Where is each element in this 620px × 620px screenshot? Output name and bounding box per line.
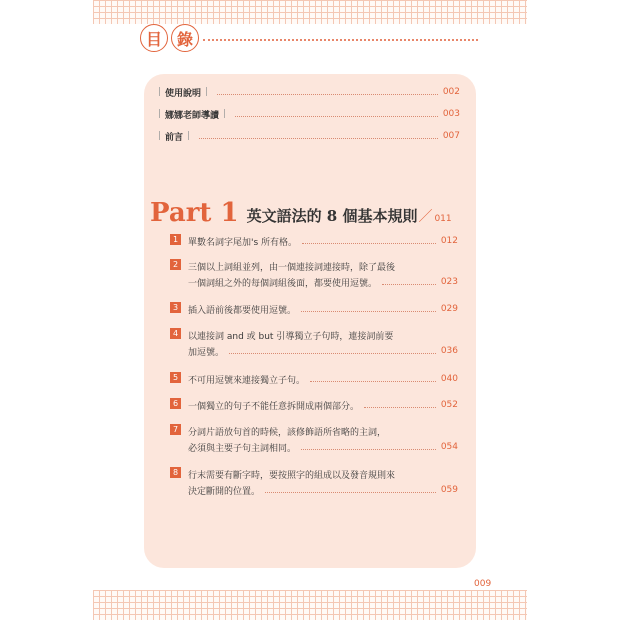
part-title: 英文語法的 8 個基本規則 <box>246 207 418 225</box>
toc-entry-label: 娜娜老師導讀 <box>165 110 220 121</box>
part-label: Part 1 <box>150 198 239 228</box>
item-number-badge: 6 <box>170 398 181 409</box>
toc-item[interactable] <box>170 372 458 386</box>
item-page: 059 <box>440 485 458 495</box>
title-dotted-rule <box>203 39 478 41</box>
part-slash: ／ <box>418 209 433 225</box>
toc-entry[interactable]: | 娜娜老師導讀 | 003 <box>158 109 460 121</box>
title-char: 目 <box>140 24 168 52</box>
page-number: 009 <box>474 579 492 589</box>
item-number-badge: 2 <box>170 259 181 270</box>
item-text: 加逗號。 <box>188 347 225 358</box>
item-page: 052 <box>440 400 458 410</box>
item-number-badge: 8 <box>170 467 181 478</box>
item-text: 三個以上詞組並列，由一個連接詞連接時，除了最後 <box>188 262 396 273</box>
item-page: 054 <box>440 442 458 452</box>
item-page: 029 <box>440 304 458 314</box>
toc-item[interactable] <box>170 234 458 248</box>
toc-item[interactable] <box>170 424 458 454</box>
toc-entry[interactable]: | 前言 | 007 <box>158 131 460 143</box>
leader-dots <box>302 243 436 244</box>
toc-item[interactable] <box>170 328 458 358</box>
item-page: 012 <box>440 236 458 246</box>
item-number-badge: 1 <box>170 234 181 245</box>
item-page: 036 <box>440 346 458 356</box>
toc-item[interactable] <box>170 467 458 497</box>
leader-dots <box>217 94 438 95</box>
part-page: 011 <box>434 214 452 224</box>
leader-dots <box>229 353 436 354</box>
item-text: 分詞片語放句首的時候，該修飾語所省略的主詞， <box>188 427 387 438</box>
item-text: 插入語前後都要使用逗號。 <box>188 305 297 316</box>
item-text: 不可用逗號來連接獨立子句。 <box>188 375 306 386</box>
toc-entry-label: 使用說明 <box>165 88 202 99</box>
item-text: 單數名詞字尾加's 所有格。 <box>188 237 298 248</box>
grid-decoration-bottom <box>93 590 527 620</box>
toc-entry-page: 002 <box>442 87 460 97</box>
item-text: 一個詞組之外的每個詞組後面，都要使用逗號。 <box>188 278 378 289</box>
leader-dots <box>382 284 436 285</box>
grid-decoration-top <box>93 0 527 24</box>
item-text: 行末需要有斷字時，要按照字的組成以及發音規則來 <box>188 470 396 481</box>
toc-item[interactable] <box>170 398 458 412</box>
item-number-badge: 5 <box>170 372 181 383</box>
leader-dots <box>310 381 436 382</box>
leader-dots <box>364 407 436 408</box>
item-text: 必須與主要子句主詞相同。 <box>188 443 297 454</box>
leader-dots <box>301 449 436 450</box>
toc-entry-label: 前言 <box>165 132 184 143</box>
item-text: 決定斷開的位置。 <box>188 486 261 497</box>
leader-dots <box>199 138 438 139</box>
item-text: 一個獨立的句子不能任意拆開成兩個部分。 <box>188 401 360 412</box>
leader-dots <box>301 311 436 312</box>
item-text: 以連接詞 and 或 but 引導獨立子句時，連接詞前要 <box>188 331 394 342</box>
toc-entry-page: 007 <box>442 131 460 141</box>
item-number-badge: 7 <box>170 424 181 435</box>
toc-item[interactable] <box>170 302 458 316</box>
title-char: 錄 <box>171 24 199 52</box>
leader-dots <box>265 492 436 493</box>
item-page: 023 <box>440 277 458 287</box>
page-title <box>140 24 202 52</box>
part-heading[interactable] <box>150 198 452 228</box>
item-number-badge: 3 <box>170 302 181 313</box>
toc-entry-page: 003 <box>442 109 460 119</box>
leader-dots <box>235 116 438 117</box>
item-page: 040 <box>440 374 458 384</box>
toc-entry[interactable]: | 使用說明 | 002 <box>158 87 460 99</box>
toc-item[interactable] <box>170 259 458 289</box>
item-number-badge: 4 <box>170 328 181 339</box>
